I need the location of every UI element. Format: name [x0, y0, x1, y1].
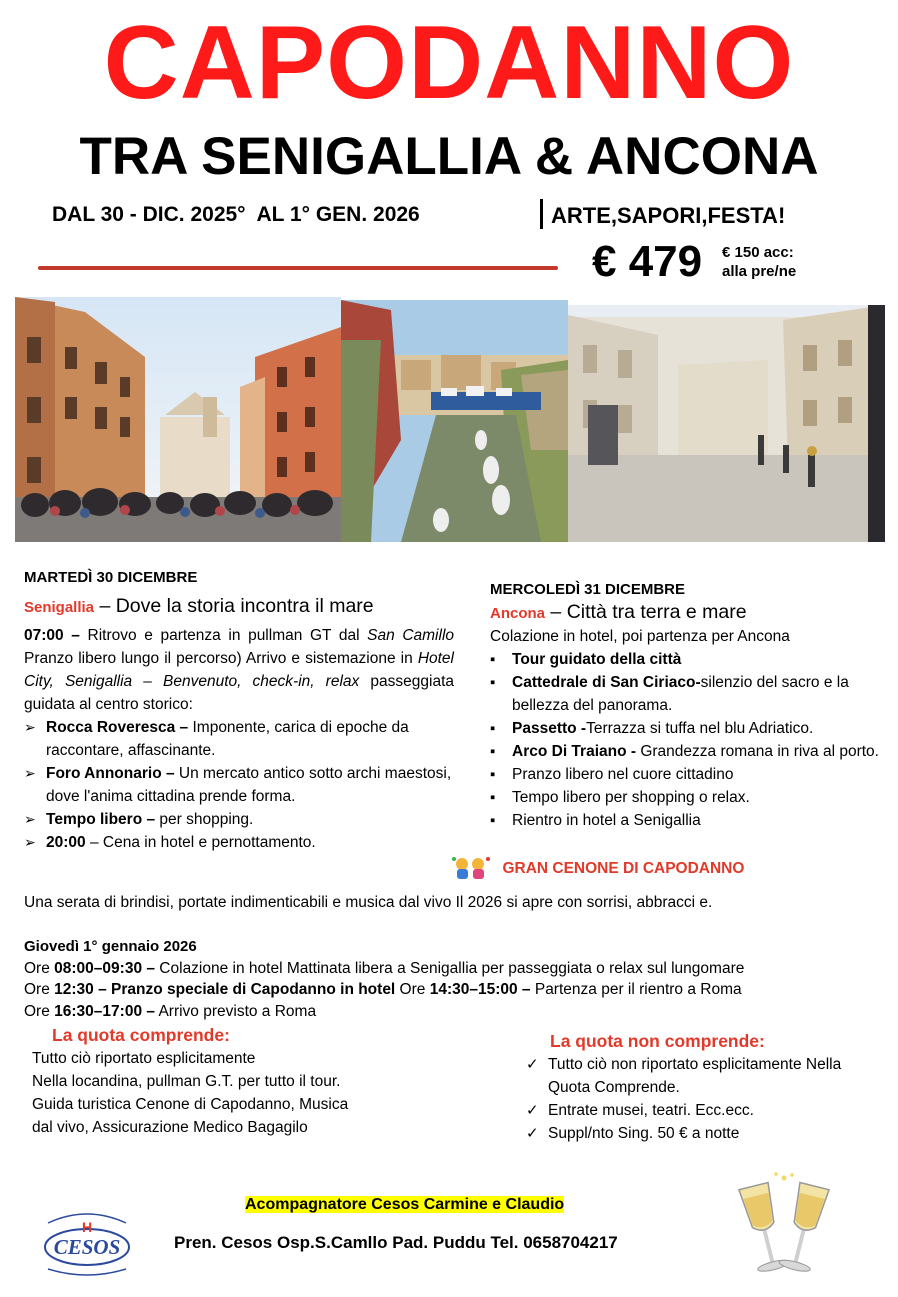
day2-city-tagline: – Città tra terra e mare — [545, 601, 747, 623]
line-text: Arrivo previsto a Roma — [155, 1002, 317, 1020]
item-text: Imponente, carica di epoche da raccontare, affascinante. — [46, 719, 409, 759]
separator-bar — [540, 199, 543, 229]
day1-city-line — [24, 595, 454, 619]
item-text: Pranzo libero nel cuore cittadino — [512, 766, 734, 783]
item-bold: Arco Di Traiano - — [512, 743, 637, 760]
day1-intro-b: Pranzo libero lungo il percorso) Arrivo e sistemazione in — [24, 650, 418, 667]
excludes-section — [524, 1030, 864, 1145]
time-range: 16:30–17:00 – — [54, 1002, 155, 1020]
day1-city-tagline: – Dove la storia incontra il mare — [94, 595, 374, 617]
item-bold: Tour guidato della città — [512, 651, 682, 668]
item-bold: 20:00 — [46, 834, 86, 851]
includes-line: Guida turistica Cenone di Capodanno, Musica — [32, 1096, 349, 1113]
list-item — [24, 831, 454, 854]
item-text: Grandezza romana in riva al porto. — [636, 743, 879, 760]
day2-section — [490, 578, 880, 832]
list-item — [490, 809, 880, 832]
ore-label: Ore — [24, 981, 55, 998]
lunch-highlight: 12:30 – Pranzo speciale di Capodanno in hotel — [54, 981, 396, 998]
day2-city: Ancona — [490, 605, 546, 622]
ore-label: Ore — [24, 959, 55, 977]
day1-city: Senigallia — [24, 599, 95, 616]
day3-line-1 — [24, 958, 894, 980]
photo-ancona-street — [568, 305, 885, 542]
trip-price: € 479 — [592, 237, 703, 286]
item-bold: Tempo libero – — [46, 811, 156, 828]
day1-intro — [24, 624, 454, 716]
day1-list — [24, 716, 454, 854]
list-item — [490, 648, 880, 671]
day3-heading: Giovedì 1° gennaio 2026 — [24, 938, 197, 955]
list-item: ✓ Tutto ciò non riportato esplicitamente Nella Quota Comprende. — [524, 1053, 864, 1099]
list-item — [490, 717, 880, 740]
includes-section — [32, 1024, 432, 1139]
day1-intro-c: passeggiata guidata al centro storico: — [24, 673, 455, 713]
list-item — [24, 762, 454, 808]
guides-text: Acompagnatore Cesos Carmine e Claudio — [245, 1196, 565, 1213]
excludes-title: La quota non comprende: — [550, 1031, 765, 1051]
list-item — [490, 740, 880, 763]
ore-label: Ore — [395, 981, 430, 998]
day3-line-2 — [24, 979, 894, 1001]
gala-title: GRAN CENONE DI CAPODANNO — [502, 860, 745, 877]
list-item: ✓ Suppl/nto Sing. 50 € a notte — [524, 1122, 864, 1145]
day2-list — [490, 648, 880, 832]
ore-label: Ore — [24, 1002, 55, 1020]
item-text: Rientro in hotel a Senigallia — [512, 812, 701, 829]
item-text: Terrazza si tuffa nel blu Adriatico. — [586, 720, 814, 737]
list-item: ✓ Entrate musei, teatri. Ecc.ecc. — [524, 1099, 864, 1122]
item-text: silenzio del sacro e la bellezza del panorama. — [512, 674, 849, 714]
champagne-glasses-icon — [728, 1172, 840, 1282]
day2-heading: MERCOLEDÌ 31 DICEMBRE — [490, 581, 686, 598]
day2-city-line — [490, 601, 880, 625]
trip-tagline — [540, 199, 785, 229]
includes-line: Tutto ciò riportato esplicitamente — [32, 1050, 256, 1067]
guides-banner — [245, 1196, 564, 1214]
item-bold: Foro Annonario – — [46, 765, 175, 782]
item-text: – Cena in hotel e pernottamento. — [85, 834, 316, 851]
poster-title: CAPODANNO — [103, 5, 795, 121]
day2-intro: Colazione in hotel, poi partenza per Ancona — [490, 628, 790, 645]
day1-section — [24, 566, 454, 854]
line-text: Colazione in hotel Mattinata libera a Senigallia per passeggiata o relax sul lungomare — [155, 959, 745, 977]
deposit-note — [722, 243, 796, 281]
item-bold: Cattedrale di San Ciriaco- — [512, 674, 701, 691]
time-range: 14:30–15:00 – — [429, 981, 531, 998]
item-text: Tempo libero per shopping o relax. — [512, 789, 750, 806]
list-item — [490, 671, 880, 717]
day3-section — [24, 936, 894, 1022]
day3-line-3 — [24, 1001, 894, 1023]
gala-line — [452, 855, 744, 883]
day1-intro-a: Ritrovo e partenza in pullman GT dal — [79, 627, 368, 644]
tagline-text: ARTE,SAPORI,FESTA! — [551, 203, 786, 228]
item-text: Un mercato antico sotto archi maestosi, dove l'anima cittadina prende forma. — [46, 765, 452, 805]
trip-dates: DAL 30 - DIC. 2025° AL 1° GEN. 2026 — [52, 203, 420, 226]
photo-senigallia-square — [15, 297, 341, 542]
poster-subtitle: TRA SENIGALLIA & ANCONA — [79, 127, 819, 186]
item-bold: Passetto - — [512, 720, 587, 737]
logo-letter: H — [82, 1219, 93, 1235]
line-text: Partenza per il rientro a Roma — [530, 981, 742, 998]
divider-line — [38, 266, 558, 270]
cesos-logo — [38, 1207, 136, 1277]
time-range: 08:00–09:30 – — [54, 959, 155, 977]
list-item — [490, 763, 880, 786]
deposit-line-1: € 150 acc: — [722, 244, 794, 261]
day1-intro-place: San Camillo — [367, 627, 455, 644]
deposit-line-2: alla pre/ne — [722, 263, 797, 280]
day1-heading: MARTEDÌ 30 DICEMBRE — [24, 569, 198, 586]
booking-info: Pren. Cesos Osp.S.Camllo Pad. Puddu Tel. 0658704217 — [174, 1233, 618, 1252]
item-text: per shopping. — [155, 811, 254, 828]
list-item — [24, 808, 454, 831]
celebration-icon — [452, 855, 492, 883]
logo-text: CESOS — [53, 1235, 121, 1259]
item-bold: Rocca Roveresca – — [46, 719, 189, 736]
evening-text: Una serata di brindisi, portate indimenticabili e musica dal vivo Il 2026 si apre con sorrisi, abbracci e. — [24, 894, 713, 911]
photo-senigallia-canal — [341, 300, 568, 542]
includes-line: Nella locandina, pullman G.T. per tutto il tour. — [32, 1073, 341, 1090]
day1-intro-hotel: Hotel City, Senigallia – Benvenuto, check-in, relax — [24, 650, 454, 690]
includes-line: dal vivo, Assicurazione Medico Bagagilo — [32, 1119, 308, 1136]
excludes-list — [524, 1053, 864, 1145]
list-item — [24, 716, 454, 762]
includes-title: La quota comprende: — [52, 1025, 230, 1045]
list-item — [490, 786, 880, 809]
day1-intro-time: 07:00 – — [24, 627, 80, 644]
